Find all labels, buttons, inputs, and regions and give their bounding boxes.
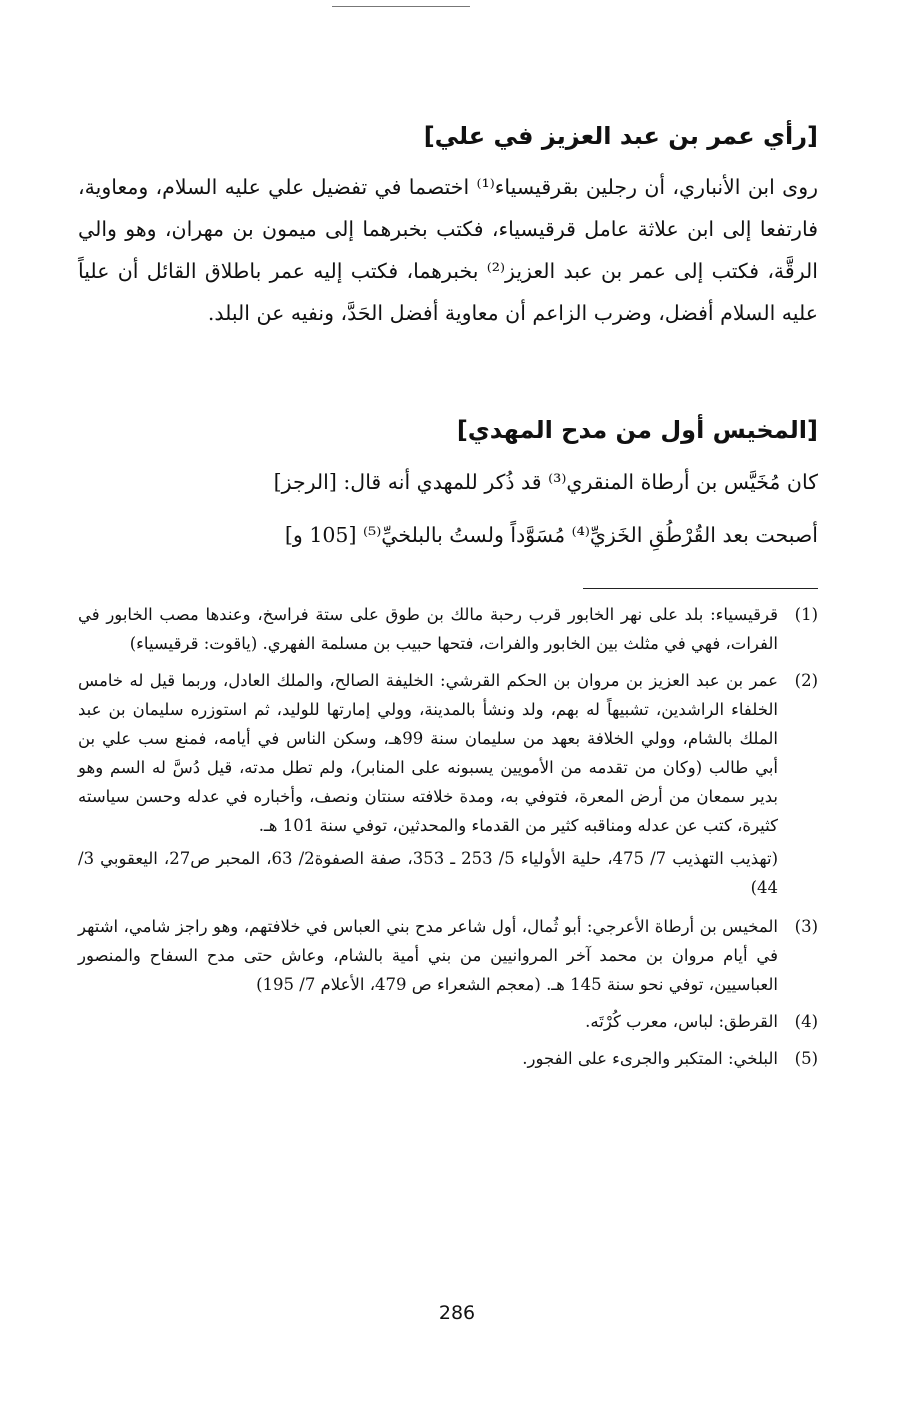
footnote-text: قرقيسياء: بلد على نهر الخابور قرب رحبة مالك بن طوق على ستة فراسخ، وعندها مصب الخابور في الفرات، فهي في مثلث بين الخابور والفرات، فتحها حبيب بن مسلمة الفهري. (ياقوت: قرقيسياء) bbox=[78, 605, 778, 653]
footnote bbox=[78, 600, 818, 658]
footnote bbox=[78, 1007, 818, 1036]
footnote-text: المخيس بن أرطاة الأعرجي: أبو ثُمال، أول شاعر مدح بني العباس في خلافتهم، وهو راجز شامي، اشتهر في أيام مروان بن محمد آخر المروانيين من بني أمية بالشام، وعاش حتى مدح السفاح والمنصور العباسيين، توفي نحو سنة 145 هـ. (معجم الشعراء ص 479، الأعلام 7/ 195) bbox=[78, 917, 778, 994]
footnote bbox=[78, 912, 818, 999]
footnote-sources: (تهذيب التهذيب 7/ 475، حلية الأولياء 5/ 253 ـ 353، صفة الصفوة2/ 63، المحبر ص27، اليعقوبي 3/ 44) bbox=[78, 849, 779, 897]
section-heading-mukhayyis: [المخيس أول من مدح المهدي] bbox=[456, 416, 818, 444]
footnote-number: (5) bbox=[794, 1049, 818, 1068]
footnote bbox=[78, 1044, 818, 1073]
footnote bbox=[78, 666, 818, 902]
top-rule bbox=[332, 6, 470, 7]
footnote-number: (3) bbox=[794, 917, 818, 936]
footnote-number: (4) bbox=[794, 1012, 818, 1031]
footnote-number: (2) bbox=[794, 671, 818, 690]
footnote-separator bbox=[583, 588, 818, 589]
paragraph-umar: روى ابن الأنباري، أن رجلين بقرقيسياء⁽¹⁾ اختصما في تفضيل علي عليه السلام، ومعاوية، فارتفعا إلى ابن علاثة عامل قرقيسياء، فكتب بخبرهما إلى ميمون بن مهران، وهو والي الرقَّة، فكتب إلى عمر بن عبد العزيز⁽²⁾ بخبرهما، فكتب إليه عمر باطلاق القائل أن علياً عليه السلام أفضل، وضرب الزاعم أن معاوية أفضل الحَدَّ، ونفيه عن البلد. bbox=[78, 175, 819, 325]
page-number: 286 bbox=[438, 1302, 476, 1324]
verse-intro: كان مُخَيَّس بن أرطاة المنقري⁽³⁾ قد ذُكر للمهدي أنه قال: [الرجز] bbox=[273, 470, 818, 494]
footnote-text: عمر بن عبد العزيز بن مروان بن الحكم القرشي: الخليفة الصالح، والملك العادل، وربما قيل له خامس الخلفاء الراشدين، تشبيهاً له بهم، ولد ونشأ بالمدينة، وولي إمارتها للوليد، ثم استوزره سليمان بن عبد الملك بالشام، وولي الخلافة بعهد من سليمان سنة 99هـ، وسكن الناس في أيامه، فمنع سب علي بن أبي طالب (وكان من تقدمه من الأمويين يسبونه على المنابر)، ولم تطل مدته، قيل دُسَّ له السم وهو بدير سمعان من أرض المعرة، فتوفي به، ومدة خلافته سنتان ونصف، وأخباره في عدله وحسن سياسته كثيرة، كتب عن عدله ومناقبه كثير من القدماء والمحدثين، توفي سنة 101 هـ. bbox=[78, 671, 778, 835]
verse-line: أصبحت بعد القُرْطُقِ الخَزيِّ⁽⁴⁾ مُسَوَّداً ولستُ بالبلخيِّ⁽⁵⁾ [105 و] bbox=[284, 523, 818, 547]
footnote-number: (1) bbox=[794, 605, 818, 624]
footnotes bbox=[78, 600, 818, 1081]
footnote-text: البلخي: المتكبر والجرىء على الفجور. bbox=[522, 1049, 778, 1068]
section-heading-umar: [رأي عمر بن عبد العزيز في علي] bbox=[423, 122, 818, 150]
footnote-text: القرطق: لباس، معرب كُرْتَه. bbox=[585, 1012, 778, 1031]
